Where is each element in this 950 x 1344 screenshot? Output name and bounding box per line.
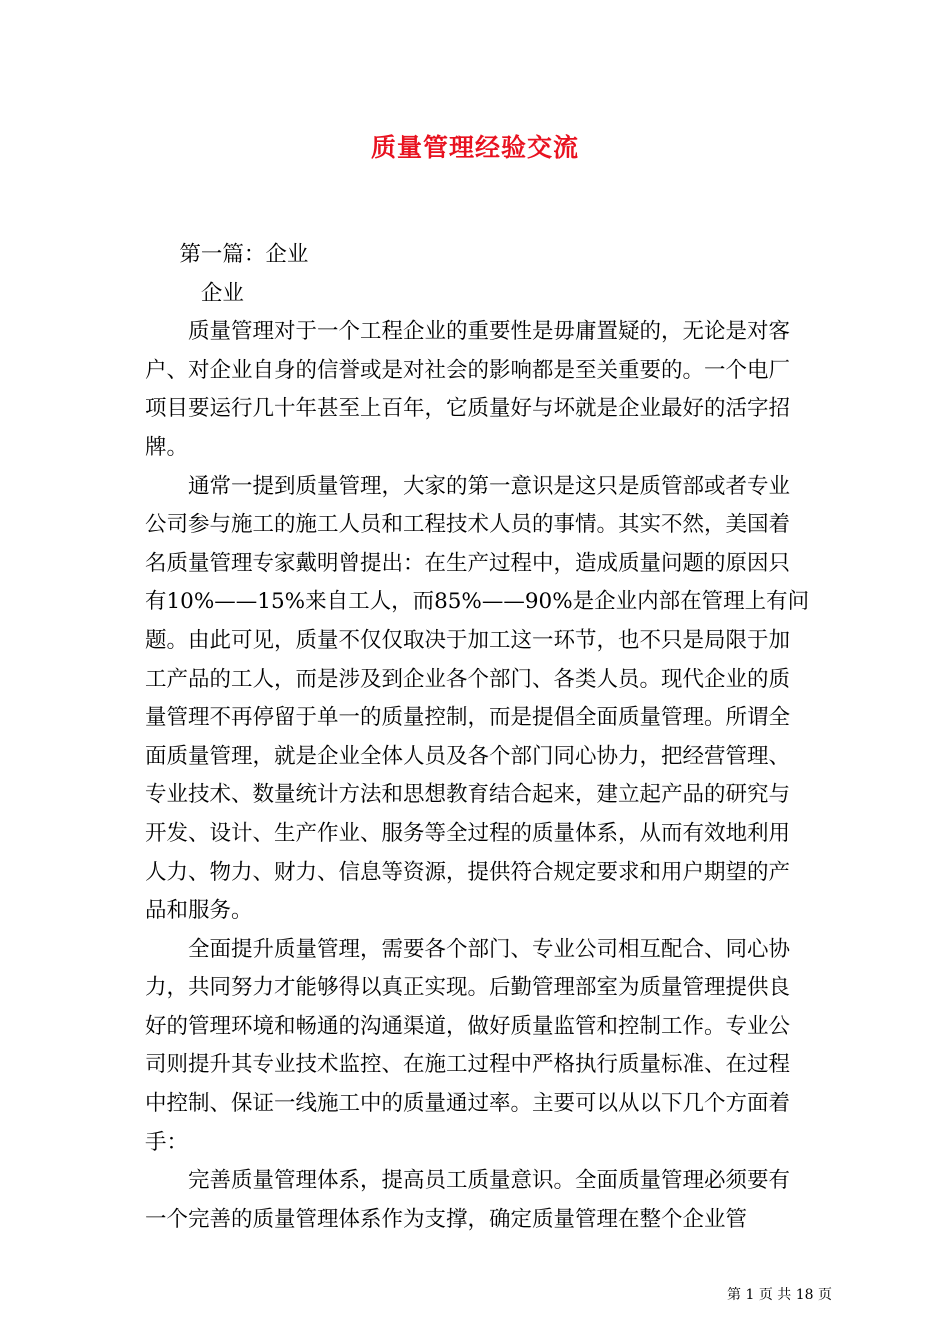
paragraph: 全面提升质量管理，需要各个部门、专业公司相互配合、同心协力，共同努力才能够得以真正实现。后勤管理部室为质量管理提供良好的管理环境和畅通的沟通渠道，做好质量监管和控制工作。专业公司则提升其专业技术监控、在施工过程中严格执行质量标准、在过程中控制、保证一线施工中的质量通过率。主要可以从以下几个方面着手： <box>145 936 791 1155</box>
paragraph: 质量管理对于一个工程企业的重要性是毋庸置疑的，无论是对客户、对企业自身的信誉或是对社会的影响都是至关重要的。一个电厂项目要运行几十年甚至上百年，它质量好与坏就是企业最好的活字招牌。 <box>145 319 791 460</box>
page-number-footer: 第 1 页 共 18 页 <box>727 1287 832 1303</box>
document-body <box>145 236 810 1239</box>
document-title: 质量管理经验交流 <box>370 133 579 162</box>
section-heading: 第一篇：企业 <box>179 242 309 267</box>
paragraph: 完善质量管理体系，提高员工质量意识。全面质量管理必须要有一个完善的质量管理体系作为支撑，确定质量管理在整个企业管 <box>145 1168 791 1232</box>
subheading: 企业 <box>200 280 244 306</box>
paragraph: 通常一提到质量管理，大家的第一意识是这只是质管部或者专业公司参与施工的施工人员和工程技术人员的事情。其实不然，美国着名质量管理专家戴明曾提出：在生产过程中，造成质量问题的原因只有10%——15%来自工人，而85%——90%是企业内部在管理上有问题。由此可见，质量不仅仅取决于加工这一环节，也不只是局限于加工产品的工人，而是涉及到企业各个部门、各类人员。现代企业的质量管理不再停留于单一的质量控制，而是提倡全面质量管理。所谓全面质量管理，就是企业全体人员及各个部门同心协力，把经营管理、专业技术、数量统计方法和思想教育结合起来，建立起产品的研究与开发、设计、生产作业、服务等全过程的质量体系，从而有效地利用人力、物力、财力、信息等资源，提供符合规定要求和用户期望的产品和服务。 <box>145 473 810 924</box>
